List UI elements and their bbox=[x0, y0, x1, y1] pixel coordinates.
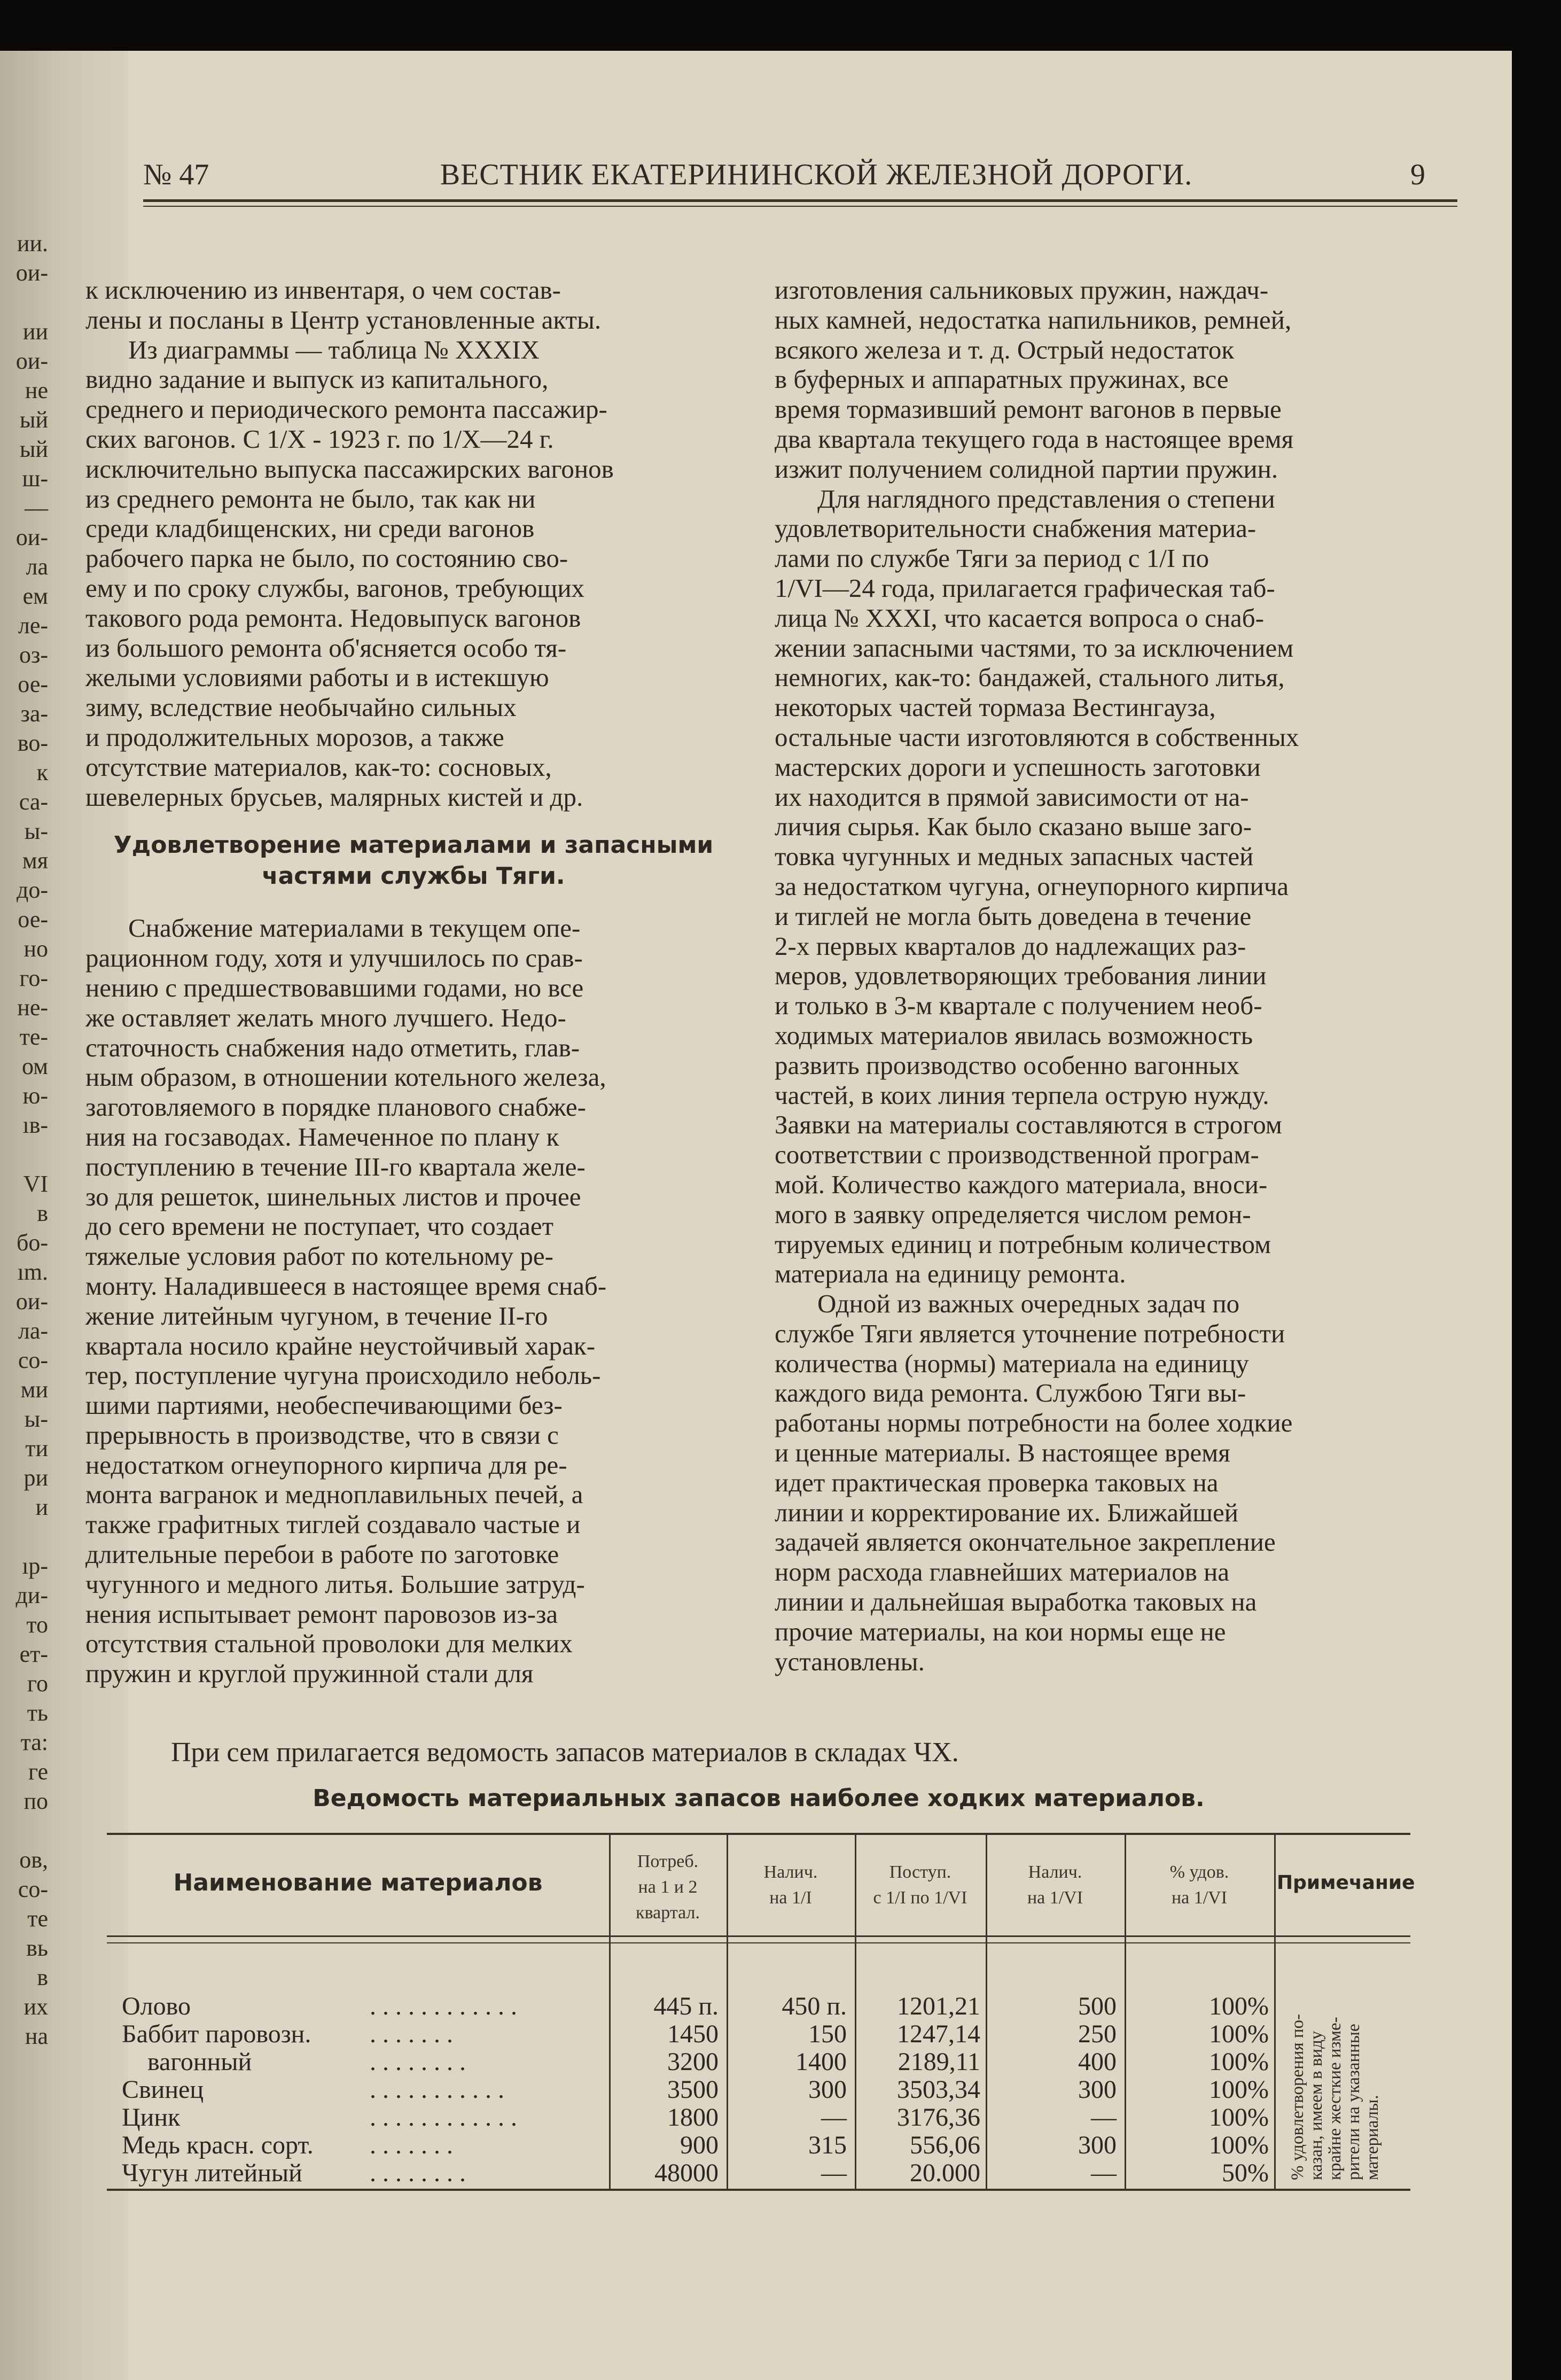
leader-dots: . . . . . . . bbox=[363, 2020, 453, 2048]
adjacent-page-fragment: со- bbox=[18, 1347, 48, 1373]
adjacent-page-fragment: по bbox=[24, 1788, 48, 1814]
cell-avail1: 1400 bbox=[795, 2048, 847, 2076]
adjacent-page-fragment: ла- bbox=[18, 1318, 48, 1344]
table-rule bbox=[107, 2189, 1410, 2191]
cell-need: 3200 bbox=[667, 2048, 719, 2076]
leader-dots: . . . . . . . . . . . . bbox=[363, 1992, 517, 2020]
cell-avail1: 315 bbox=[808, 2131, 847, 2159]
adjacent-page-fragment: та: bbox=[20, 1729, 48, 1755]
adjacent-page-fragment: ое- bbox=[18, 671, 48, 697]
cell-pct: 100% bbox=[1209, 2075, 1269, 2104]
journal-title: ВЕСТНИК ЕКАТЕРИНИНСКОЙ ЖЕЛЕЗНОЙ ДОРОГИ. bbox=[440, 158, 1193, 191]
paragraph: изготовления сальниковых пружин, наждач- ных камней, недостатка напильников, ремней, всякого железа и т. д. Острый недостаток в буферных и аппаратных пружинах, все время тормазивший ремонт вагонов в первые два квартала текущего года в настоящее время изжит получением солидной партии пружин. bbox=[775, 275, 1294, 484]
left-column bbox=[85, 275, 742, 1689]
adjacent-page-fragment: ии bbox=[22, 318, 48, 345]
material-name: Свинец bbox=[122, 2075, 204, 2104]
adjacent-page-fragment: ге bbox=[28, 1759, 48, 1785]
cell-avail1: 150 bbox=[808, 2020, 847, 2048]
cell-pct: 100% bbox=[1209, 2020, 1269, 2048]
adjacent-page-fragment: ем bbox=[22, 583, 48, 609]
adjacent-page-fragment: ть bbox=[27, 1700, 48, 1726]
table-row bbox=[107, 2021, 1271, 2048]
adjacent-page-fragment: ои- bbox=[15, 524, 48, 550]
adjacent-page-fragment: в bbox=[37, 1200, 48, 1226]
adjacent-page-fragment: го bbox=[27, 1670, 48, 1697]
adjacent-page-fragment: ди- bbox=[15, 1582, 48, 1608]
adjacent-page-fragment: ле- bbox=[18, 612, 48, 639]
adjacent-page-fragment: ш- bbox=[22, 465, 48, 492]
adjacent-page-fragment: до- bbox=[16, 877, 48, 903]
header-rule-bottom bbox=[143, 206, 1457, 207]
cell-received: 1201,21 bbox=[897, 1992, 980, 2020]
cell-pct: 50% bbox=[1222, 2159, 1269, 2187]
cell-avail1: — bbox=[821, 2103, 847, 2132]
table-row bbox=[107, 2160, 1271, 2187]
adjacent-page-fragment: ти bbox=[25, 1435, 48, 1461]
adjacent-page-fragment: VI bbox=[23, 1171, 48, 1197]
cell-received: 1247,14 bbox=[897, 2020, 980, 2048]
leader-dots: . . . . . . . . bbox=[363, 2048, 466, 2076]
cell-avail1: — bbox=[821, 2159, 847, 2187]
adjacent-page-fragment: ом bbox=[21, 1053, 48, 1079]
cell-avail2: 400 bbox=[1078, 2048, 1117, 2076]
material-name: Баббит паровозн. bbox=[122, 2020, 311, 2048]
adjacent-page-fragment: са- bbox=[19, 789, 48, 815]
adjacent-page-fragment: и bbox=[35, 1494, 48, 1520]
materials-table bbox=[107, 1833, 1415, 2191]
adjacent-page-fragment: ои- bbox=[15, 1288, 48, 1315]
adjacent-page-fragment: не- bbox=[17, 994, 48, 1021]
col-header-pct: % удов. на 1/VI bbox=[1169, 1862, 1229, 1908]
table-divider bbox=[1274, 1833, 1276, 2191]
col-header-need: Потреб. на 1 и 2 квартал. bbox=[636, 1852, 700, 1923]
adjacent-page-fragment: не bbox=[25, 377, 48, 403]
cell-avail2: 500 bbox=[1078, 1992, 1117, 2020]
table-rule bbox=[107, 1942, 1410, 1943]
adjacent-page-fragment: ы- bbox=[24, 818, 48, 844]
adjacent-page-fragment: за- bbox=[20, 701, 48, 727]
adjacent-page-fragment: ии. bbox=[17, 230, 48, 256]
adjacent-page-fragment: ои- bbox=[15, 348, 48, 374]
col-header-note: Примечание bbox=[1277, 1872, 1415, 1894]
adjacent-page-fragment: ои- bbox=[15, 260, 48, 286]
col-header-name: Наименование материалов bbox=[173, 1869, 543, 1896]
paragraph: Снабжение материалами в текущем опе- рационном году, хотя и улучшилось по срав- нению с предшествовавшими годами, но все же оставляет желать много лучшего. Недо- статочность снабжения надо отметить, глав- ным образом, в отношении котельного железа, заготовляемого в порядке планового снабже- ния на госзаводах. Намеченное по плану к поступлению в течение III-го квартала желе- зо для решеток, шинельных листов и прочее до сего времени не поступает, что создает тяжелые условия работ по котельному ре- монту. Наладившееся в настоящее время снаб- жение литейным чугуном, в течение II-го квартала носило крайне неустойчивый харак- тер, поступление чугуна происходило неболь- шими партиями, необеспечивающими без- прерывность в производстве, что в связи с недостатком огнеупорного кирпича для ре- монта вагранок и медноплавильных печей, а также графитных тиглей создавало частые и длительные перебои в работе по заготовке чугунного и медного литья. Большие затруд- нения испытывает ремонт паровозов из-за отсутствия стальной проволоки для мелких пружин и круглой пружинной стали для bbox=[85, 913, 607, 1689]
adjacent-page-fragment: ов, bbox=[19, 1847, 48, 1873]
leader-dots: . . . . . . . . . . . bbox=[363, 2075, 504, 2104]
adjacent-page-fragment: к bbox=[36, 759, 48, 785]
cell-avail1: 300 bbox=[808, 2075, 847, 2104]
leader-dots: . . . . . . . . . . . . bbox=[363, 2103, 517, 2132]
paragraph: Из диаграммы — таблица № XXXIX видно задание и выпуск из капитального, среднего и периодического ремонта пассажир- ских вагонов. С 1/X - 1923 г. по 1/X—24 г. исключительно выпуска пассажирских вагонов из среднего ремонта не было, так как ни среди кладбищенских, ни среди вагонов рабочего парка не было, по состоянию сво- ему и по сроку службы, вагонов, требующих такового рода ремонта. Недовыпуск вагонов из большого ремонта об'ясняется особо тя- желыми условиями работы и в истекшую зиму, вследствие необычайно сильных и продолжительных морозов, а также отсутствие материалов, как-то: сосновых, шевелерных брусьев, малярных кистей и др. bbox=[85, 335, 614, 812]
cell-pct: 100% bbox=[1209, 1992, 1269, 2020]
paragraph: Для наглядного представления о степени удовлетворительности снабжения материа- лами по службе Тяги за период с 1/I по 1/VI—24 года, прилагается графическая таб- лица № XXXI, что касается вопроса о снаб- жении запасными частями, то за исключением немногих, как-то: бандажей, стального литья, некоторых частей тормаза Вестингауза, остальные части изготовляются в собственных мастерских дороги и успешность заготовки их находится в прямой зависимости от на- личия сырья. Как было сказано выше заго- товка чугунных и медных запасных частей за недостатком чугуна, огнеупорного кирпича и тиглей не могла быть доведена в течение 2-х первых кварталов до надлежащих раз- меров, удовлетворяющих требования линии и только в 3-м квартале с получением необ- ходимых материалов явилась возможность развить производство особенно вагонных частей, в коих линия терпела острую нужду. Заявки на материалы составляются в строгом соответствии с производственной програм- мой. Количество каждого материала, вноси- мого в заявку определяется числом ремон- тируемых единиц и потребным количеством материала на единицу ремонта. bbox=[775, 484, 1299, 1289]
leader-dots: . . . . . . . . bbox=[363, 2159, 466, 2187]
adjacent-page-fragment: то bbox=[26, 1612, 48, 1638]
paragraph: к исключению из инвентаря, о чем состав- лены и посланы в Центр установленные акты. bbox=[85, 275, 602, 335]
table-row bbox=[107, 2104, 1271, 2131]
adjacent-page-fragment: бо- bbox=[16, 1230, 48, 1256]
cell-received: 556,06 bbox=[910, 2131, 980, 2159]
adjacent-page-fragment: мя bbox=[22, 847, 48, 874]
adjacent-page-fragment: ый bbox=[19, 407, 48, 433]
leader-dots: . . . . . . . bbox=[363, 2131, 453, 2159]
adjacent-page-fragment: в bbox=[37, 1964, 48, 1990]
cell-received: 3503,34 bbox=[897, 2075, 980, 2104]
header-rule-top bbox=[143, 199, 1457, 202]
col-header-received: Поступ. с 1/I по 1/VI bbox=[873, 1862, 967, 1908]
page-number: 9 bbox=[1410, 158, 1425, 191]
cell-received: 20.000 bbox=[910, 2159, 980, 2187]
adjacent-page-fragment: те bbox=[27, 1905, 48, 1932]
cell-avail2: 300 bbox=[1078, 2075, 1117, 2104]
adjacent-page-fragment: ри bbox=[24, 1465, 48, 1491]
adjacent-page-fragment: оз- bbox=[19, 642, 48, 668]
cell-need: 48000 bbox=[654, 2159, 719, 2187]
cell-avail1: 450 п. bbox=[782, 1992, 847, 2020]
table-intro-line: При сем прилагается ведомость запасов материалов в складах ЧХ. bbox=[171, 1737, 959, 1768]
issue-number: № 47 bbox=[143, 158, 209, 191]
adjacent-page-fragment: — bbox=[25, 495, 48, 521]
cell-avail2: — bbox=[1091, 2159, 1117, 2187]
paragraph: Одной из важных очередных задач по службе Тяги является уточнение потребности количества (нормы) материала на единицу каждого вида ремонта. Службою Тяги вы- работаны нормы потребности на более ходкие и ценные материалы. В настоящее время идет практическая проверка таковых на линии и корректирование их. Ближайшей задачей является окончательное закрепление норм расхода главнейших материалов на линии и дальнейшая выработка таковых на прочие материалы, на кои нормы еще не установлены. bbox=[775, 1289, 1293, 1676]
adjacent-page-fragment: те- bbox=[19, 1024, 48, 1050]
adjacent-page-fragment: ый bbox=[19, 436, 48, 462]
cell-avail2: 300 bbox=[1078, 2131, 1117, 2159]
adjacent-page-fragment: ое- bbox=[18, 906, 48, 932]
cell-received: 2189,11 bbox=[897, 2048, 980, 2076]
adjacent-page-fragment: ю- bbox=[22, 1083, 48, 1109]
adjacent-page-fragment: вь bbox=[26, 1935, 48, 1961]
section-heading: Удовлетворение материалами и запасными частями службы Тяги. bbox=[113, 831, 714, 890]
adjacent-page-fragment: ет- bbox=[19, 1641, 48, 1667]
table-row bbox=[107, 2049, 1271, 2075]
right-column bbox=[775, 275, 1416, 1676]
table-row bbox=[107, 2076, 1271, 2103]
cell-pct: 100% bbox=[1209, 2131, 1269, 2159]
table-rule bbox=[107, 1935, 1410, 1937]
cell-pct: 100% bbox=[1209, 2048, 1269, 2076]
cell-avail2: — bbox=[1091, 2103, 1117, 2132]
adjacent-page-fragment: ıв- bbox=[22, 1112, 48, 1138]
adjacent-page-fragment: их bbox=[24, 1994, 48, 2020]
material-name: Чугун литейный bbox=[122, 2159, 302, 2187]
table-title: Ведомость материальных запасов наиболее ходких материалов. bbox=[313, 1785, 1205, 1812]
cell-need: 900 bbox=[680, 2131, 719, 2159]
adjacent-page-fragment: ми bbox=[20, 1376, 48, 1403]
cell-need: 445 п. bbox=[653, 1992, 719, 2020]
adjacent-page-fragment: но bbox=[24, 936, 48, 962]
adjacent-page-fragment: ы- bbox=[24, 1406, 48, 1432]
table-row bbox=[107, 1993, 1271, 2020]
material-name: вагонный bbox=[122, 2048, 252, 2076]
table-row bbox=[107, 2132, 1271, 2159]
material-name: Цинк bbox=[122, 2103, 181, 2132]
col-header-avail1: Налич. на 1/I bbox=[763, 1862, 818, 1908]
table-rule bbox=[107, 1833, 1410, 1835]
adjacent-page-fragment: ım. bbox=[17, 1259, 48, 1285]
running-header bbox=[143, 158, 1425, 193]
adjacent-page-fragment: на bbox=[25, 2023, 48, 2049]
document-page bbox=[0, 51, 1512, 2380]
cell-avail2: 250 bbox=[1078, 2020, 1117, 2048]
cell-pct: 100% bbox=[1209, 2103, 1269, 2132]
material-name: Медь красн. сорт. bbox=[122, 2131, 314, 2159]
adjacent-page-fragment: ıр- bbox=[22, 1553, 48, 1579]
material-name: Олово bbox=[122, 1992, 191, 2020]
adjacent-page-fragment: ла bbox=[26, 554, 48, 580]
cell-need: 1800 bbox=[667, 2103, 719, 2132]
table-note: % удовлетворения по- казан, имеем в виду крайне жесткие изме- рители на указанные материалы. bbox=[1288, 2013, 1382, 2180]
adjacent-page-fragment: со- bbox=[18, 1876, 48, 1902]
col-header-avail2: Налич. на 1/VI bbox=[1027, 1862, 1083, 1908]
cell-received: 3176,36 bbox=[897, 2103, 980, 2132]
adjacent-page-fragment: во- bbox=[17, 730, 48, 756]
adjacent-page-fragment: го- bbox=[19, 965, 48, 991]
cell-need: 3500 bbox=[667, 2075, 719, 2104]
cell-need: 1450 bbox=[667, 2020, 719, 2048]
